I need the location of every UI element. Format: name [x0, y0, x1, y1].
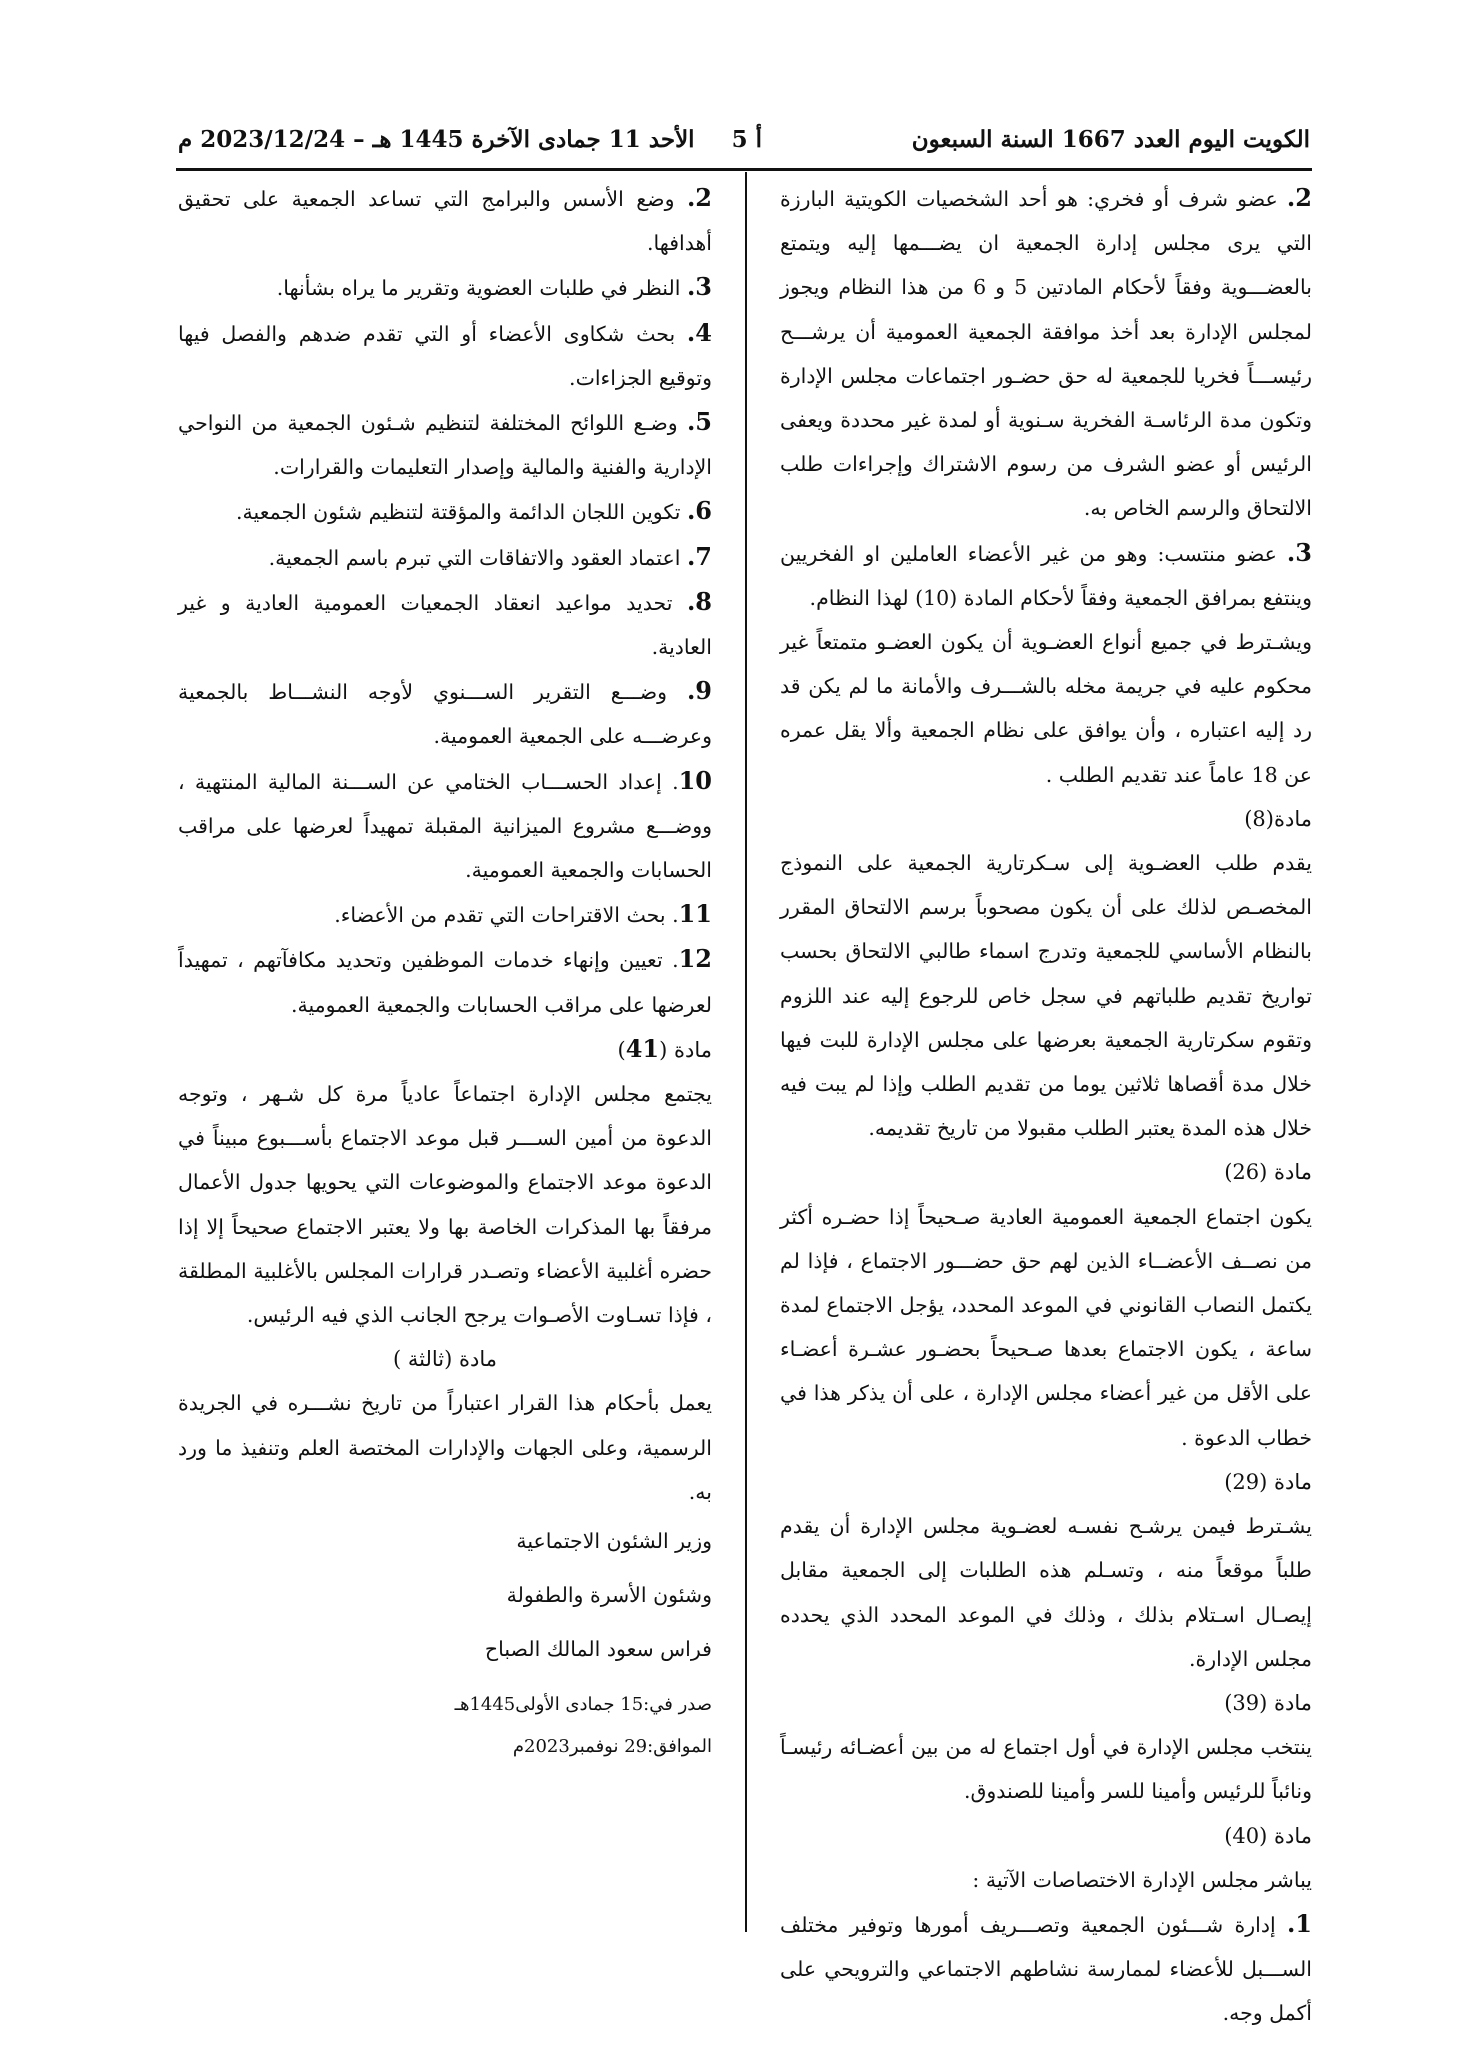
list-item-text: اعتماد العقود والاتفاقات التي تبرم باسم الجمعية.	[268, 545, 681, 570]
article-heading: مادة (29)	[1224, 1469, 1312, 1494]
item-number: 5.	[686, 407, 712, 437]
article-suffix: )	[617, 1037, 626, 1062]
paragraph	[780, 531, 1312, 620]
list-item-text: وضع الأسس والبرامج التي تساعد الجمعية على تحقيق أهدافها.	[178, 187, 712, 256]
list-item-text: تحديد مواعيد انعقاد الجمعيات العمومية العادية و غير العادية.	[178, 590, 712, 660]
list-item-text: وضـــع التقرير الســـنوي لأوجه النشـــاط بالجمعية وعرضـــه على الجمعية العمومية.	[178, 680, 712, 749]
left-column	[178, 176, 712, 1768]
issue-date-hijri: صدر في:15 جمادى الأولى1445هـ	[454, 1694, 712, 1716]
list-item	[178, 489, 712, 534]
list-item	[178, 892, 712, 937]
item-number: 1.	[1286, 1908, 1312, 1938]
issue-date-gregorian: الموافق:29 نوفمبر2023م	[512, 1736, 712, 1758]
item-number: 4.	[686, 317, 712, 347]
list-item	[178, 400, 712, 489]
list-item	[178, 535, 712, 580]
list-item-text: إدارة شـــئون الجمعية وتصـــريف أمورها وتوفير مختلف الســـبل للأعضاء لممارسة نشاطهم الاجتماعي والترويحي على أكمل وجه.	[780, 1912, 1312, 2026]
paragraph: ينتخب مجلس الإدارة في أول اجتماع له من بين أعضـائه رئيسـاً ونائباً للرئيس وأمينا للسر وأمينا للصندوق.	[780, 1735, 1312, 1804]
article-heading: مادة (26)	[1224, 1160, 1312, 1185]
issue-date	[178, 1684, 712, 1768]
paragraph	[780, 176, 1312, 531]
paragraph-text: عضو منتسب: وهو من غير الأعضاء العاملين او الفخريين وينتفع بمرافق الجمعية وفقاً لأحكام المادة (10) لهذا النظام.	[780, 541, 1312, 610]
header-rule	[176, 168, 1312, 171]
signature-name: فراس سعود المالك الصباح	[484, 1637, 712, 1662]
list-item	[178, 937, 712, 1026]
list-item-text: . إعداد الحســـاب الختامي عن الســـنة المالية المنتهية ، ووضـــع مشروع الميزانية المقبلة تمهيداً لعرضها على مراقب الحسابات والجمعية العمومية.	[178, 769, 712, 883]
list-item-text: . تعيين وإنهاء خدمات الموظفين وتحديد مكافآتهم ، تمهيداً لعرضها على مراقب الحسابات والجمعية العمومية.	[178, 948, 712, 1017]
list-item	[178, 265, 712, 310]
column-divider	[745, 172, 747, 1932]
header-date: الأحد 11 جمادى الآخرة 1445 هـ – 2023/12/24 م	[178, 126, 695, 153]
item-number: 3.	[1286, 537, 1312, 567]
item-number: 11	[678, 899, 712, 929]
item-number: 2.	[1286, 183, 1312, 212]
signature-block	[178, 1514, 712, 1676]
list-item	[178, 669, 712, 758]
paragraph: يكون اجتماع الجمعية العمومية العادية صـحيحاً إذا حضـره أكثر من نصــف الأعضــاء الذين لهم حق حضـــور الاجتماع ، فإذا لم يكتمل النصاب القانوني في الموعد المحدد، يؤجل الاجتماع لمدة ساعة ، يكون الاجتماع بعدها صـحيحاً بحضـور عشـرة أعضـاء على الأقل من غير أعضاء مجلس الإدارة ، على أن يذكر هذا في خطاب الدعوة .	[780, 1204, 1312, 1450]
item-number: 3.	[686, 272, 712, 302]
item-number: 12	[678, 944, 712, 974]
paragraph: يجتمع مجلس الإدارة اجتماعاً عادياً مرة كل شـهر ، وتوجه الدعوة من أمين الســـر قبل موعد الاجتماع بأســـبوع مبيناً في الدعوة موعد الاجتماع والموضوعات التي يحويها جدول الأعمال مرفقاً بها المذكرات الخاصة بها ولا يعتبر الاجتماع صحيحاً إلا إذا حضره أغلبية الأعضاء وتصـدر قرارات المجلس بالأغلبية المطلقة ، فإذا تسـاوت الأصـوات يرجح الجانب الذي فيه الرئيس.	[178, 1082, 712, 1328]
list-item	[178, 311, 712, 400]
article-heading: مادة (39)	[1224, 1690, 1312, 1715]
list-item-text: تكوين اللجان الدائمة والمؤقتة لتنظيم شئون الجمعية.	[236, 500, 681, 525]
paragraph: يباشر مجلس الإدارة الاختصاصات الآتية :	[972, 1867, 1312, 1892]
item-number: 8.	[686, 586, 712, 616]
list-item-text: النظر في طلبات العضوية وتقرير ما يراه بشأنها.	[276, 276, 681, 301]
article-number: 41	[625, 1033, 660, 1063]
paragraph: يقدم طلب العضـوية إلى سـكرتارية الجمعية على النموذج المخصـص لذلك على أن يكون مصحوباً برسم الالتحاق المقرر بالنظام الأساسي للجمعية وتدرج اسماء طالبي الالتحاق بحسب تواريخ تقديم طلباتهم في سجل خاص للرجوع إليه عند اللزوم وتقوم سكرتارية الجمعية بعرضها على مجلس الإدارة للبت فيها خلال مدة أقصاها ثلاثين يوما من تقديم الطلب وإذا لم يبت فيه خلال هذه المدة يعتبر الطلب مقبولا من تاريخ تقديمه.	[780, 851, 1312, 1141]
item-number: 9.	[686, 676, 712, 706]
list-item	[178, 759, 712, 893]
list-item	[178, 176, 712, 265]
article-prefix: مادة (	[659, 1037, 712, 1062]
list-item-text: بحث شكاوى الأعضاء أو التي تقدم ضدهم والفصل فيها وتوقيع الجزاءات.	[178, 321, 712, 390]
item-number: 2.	[686, 183, 712, 212]
header-page-number: أ 5	[731, 126, 762, 153]
signature-title: وزير الشئون الاجتماعية	[516, 1529, 712, 1554]
header-issue: الكويت اليوم العدد 1667 السنة السبعون	[911, 126, 1310, 153]
paragraph: يشـترط فيمن يرشـح نفسـه لعضـوية مجلس الإدارة أن يقدم طلباً موقعاً منه ، وتسـلم هذه الطلبات إلى الجمعية مقابل إيصـال اسـتلام بذلك ، وذلك في الموعد المحدد الذي يحدده مجلس الإدارة.	[780, 1514, 1312, 1671]
list-item-text: وضـع اللوائح المختلفة لتنظيم شـئون الجمعية من النواحي الإدارية والفنية والمالية وإصدار التعليمات والقرارات.	[178, 411, 712, 480]
item-number: 6.	[686, 496, 712, 526]
paragraph: يعمل بأحكام هذا القرار اعتباراً من تاريخ نشـــره في الجريدة الرسمية، وعلى الجهات والإدارات المختصة العلم وتنفيذ ما ورد به.	[178, 1391, 712, 1504]
signature-title: وشئون الأسرة والطفولة	[506, 1583, 712, 1608]
list-item	[178, 580, 712, 669]
paragraph-text: عضو شرف أو فخري: هو أحد الشخصيات الكويتية البارزة التي يرى مجلس إدارة الجمعية ان يضـــمها إليه ويتمتع بالعضـــوية وفقاً لأحكام المادتين 5 و 6 من هذا النظام ويجوز لمجلس الإدارة بعد أخذ موافقة الجمعية العمومية أن يرشـــح رئيســـاً فخريا للجمعية له حق حضـور اجتماعات مجلس الإدارة وتكون مدة الرئاسـة الفخرية سـنوية أو لمدة غير محددة ويعفى الرئيس أو عضو الشرف من رسوم الاشتراك وإجراءات طلب الالتحاق والرسم الخاص به.	[780, 187, 1312, 521]
article-heading: مادة (ثالثة )	[393, 1347, 497, 1372]
paragraph: ويشـترط في جميع أنواع العضـوية أن يكون العضـو متمتعاً غير محكوم عليه في جريمة مخله بالشـــرف والأمانة ما لم يكن قد رد إليه اعتباره ، وأن يوافق على نظام الجمعية وألا يقل عمره عن 18 عاماً عند تقديم الطلب .	[780, 630, 1312, 787]
page-header	[178, 118, 1310, 168]
article-heading: مادة (40)	[1224, 1823, 1312, 1848]
item-number: 10	[678, 765, 712, 795]
list-item	[780, 1902, 1312, 2036]
article-heading	[178, 1027, 712, 1072]
right-column	[780, 176, 1312, 2036]
item-number: 7.	[686, 541, 712, 571]
list-item-text: . بحث الاقتراحات التي تقدم من الأعضاء.	[334, 903, 679, 928]
article-heading: مادة(8)	[1244, 806, 1312, 831]
